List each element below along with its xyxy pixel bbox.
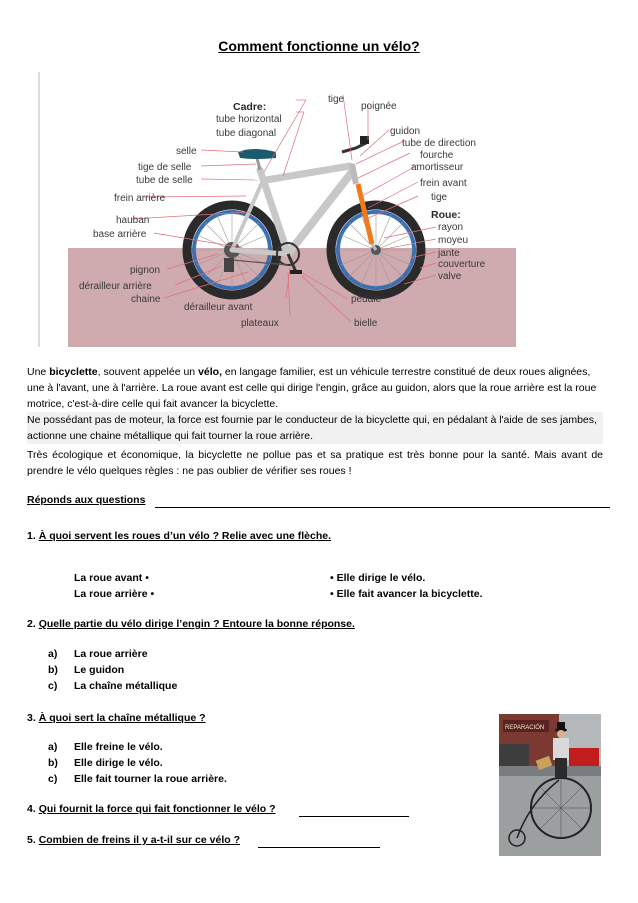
label-tube-diagonal: tube diagonal — [216, 128, 277, 139]
label-valve: valve — [438, 271, 462, 282]
label-base-arriere: base arrière — [93, 229, 147, 240]
heading-rule — [155, 507, 610, 508]
term-bicyclette: bicyclette — [49, 366, 98, 378]
label-roue: Roue: — [431, 209, 461, 221]
q5-answer-line[interactable] — [258, 847, 380, 848]
penny-farthing-photo — [499, 714, 601, 856]
q4-answer-line[interactable] — [299, 816, 409, 817]
q3-option-a[interactable]: a) Elle freine le vélo. — [48, 741, 163, 753]
q2-option-a[interactable]: a) La roue arrière — [48, 648, 148, 660]
page-title: Comment fonctionne un vélo? — [218, 38, 420, 54]
question-4: 4. Qui fournit la force qui fait fonctionner le vélo ? — [27, 803, 276, 815]
label-fourche: fourche — [420, 150, 454, 161]
term-velo: vélo, — [198, 366, 222, 378]
q2-option-b[interactable]: b) Le guidon — [48, 664, 125, 676]
force-paragraph: Ne possédant pas de moteur, la force est fournie par le conducteur de la bicyclette qui, en pédalant à l'aide de ses jambes, actionne une chaine métallique qui fait tourner la roue arrière. — [27, 412, 603, 444]
label-hauban: hauban — [116, 215, 150, 226]
label-derailleur-avant: dérailleur avant — [184, 302, 253, 313]
label-jante: jante — [438, 248, 460, 259]
label-tige-2: tige — [431, 192, 448, 203]
label-rayon: rayon — [438, 222, 464, 233]
intro-paragraph: Une bicyclette, souvent appelée un vélo, en langage familier, est un véhicule terrestre constitué de deux roues alignées, une à l'avant, une à l'arrière. La roue avant est celle qui dirige l'engin, grâce au guidon, alors que la roue arrière est la roue motrice, c'est-à-dire celle qui fait avancer la bicyclette. — [27, 366, 597, 410]
label-derailleur-arriere: dérailleur arrière — [79, 281, 152, 292]
label-cadre: Cadre: — [233, 101, 267, 113]
q2-option-c[interactable]: c) La chaîne métallique — [48, 680, 178, 692]
label-plateaux: plateaux — [241, 318, 279, 329]
ecology-paragraph: Très écologique et économique, la bicyclette ne pollue pas et sa pratique est très bonne pour la santé. Mais avant de prendre le vélo quelques règles : ne pas oublier de vérifier ses roues ! — [27, 449, 603, 477]
label-pignon: pignon — [130, 265, 161, 276]
q3-option-b[interactable]: b) Elle dirige le vélo. — [48, 757, 163, 769]
label-tube-horizontal: tube horizontal — [216, 114, 282, 125]
q1-left-2[interactable]: La roue arrière • — [74, 588, 155, 600]
answers-heading: Réponds aux questions — [27, 494, 146, 506]
q1-left-1[interactable]: La roue avant • — [74, 572, 149, 584]
label-bielle: bielle — [354, 318, 378, 329]
question-3: 3. À quoi sert la chaîne métallique ? — [27, 712, 206, 724]
q1-right-1[interactable]: • Elle dirige le vélo. — [330, 572, 426, 584]
label-tige-de-selle: tige de selle — [138, 162, 192, 173]
label-amortisseur: amortisseur — [411, 162, 464, 173]
label-guidon: guidon — [390, 126, 421, 137]
label-chaine: chaine — [131, 294, 161, 305]
q3-option-c[interactable]: c) Elle fait tourner la roue arrière. — [48, 773, 227, 785]
question-2: 2. Quelle partie du vélo dirige l’engin ? Entoure la bonne réponse. — [27, 618, 355, 630]
label-tube-de-selle: tube de selle — [136, 175, 193, 186]
shop-sign: REPARACIÓN — [505, 725, 545, 731]
question-5: 5. Combien de freins il y a-t-il sur ce vélo ? — [27, 834, 240, 846]
label-frein-arriere: frein arrière — [114, 193, 166, 204]
label-tige: tige — [328, 94, 345, 105]
label-tube-de-direction: tube de direction — [402, 138, 476, 149]
label-moyeu: moyeu — [438, 235, 469, 246]
label-poignee: poignée — [361, 101, 397, 112]
label-couverture: couverture — [438, 259, 486, 270]
label-frein-avant: frein avant — [420, 178, 467, 189]
question-1: 1. À quoi servent les roues d’un vélo ? Relie avec une flèche. — [27, 530, 332, 542]
label-selle: selle — [176, 146, 197, 157]
q1-right-2[interactable]: • Elle fait avancer la bicyclette. — [330, 588, 483, 600]
label-pedale: pédale — [351, 294, 382, 305]
bicycle-diagram — [38, 72, 516, 347]
